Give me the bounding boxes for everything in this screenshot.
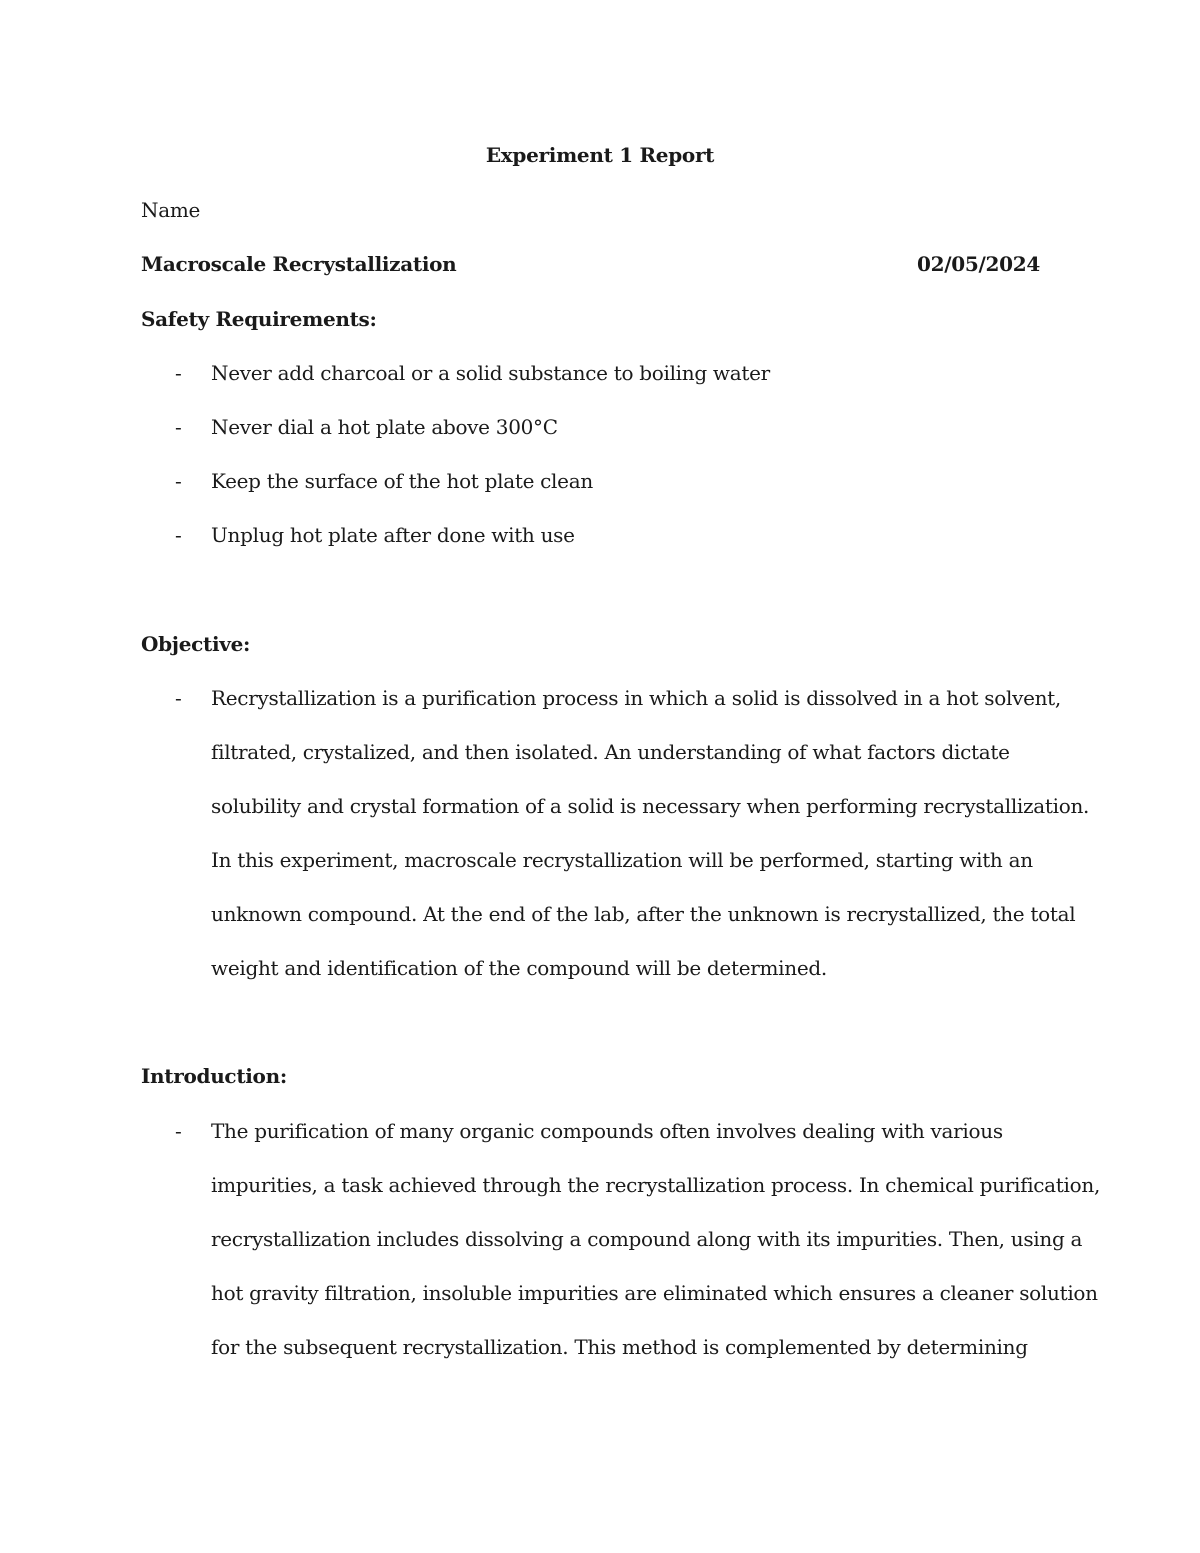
safety-item: Never add charcoal or a solid substance to boiling water [211, 361, 770, 385]
bullet-dash: - [175, 686, 182, 710]
objective-heading: Objective: [141, 632, 251, 656]
objective-line: In this experiment, macroscale recrystallization will be performed, starting with an [211, 848, 1033, 872]
introduction-heading: Introduction: [141, 1064, 287, 1088]
safety-heading: Safety Requirements: [141, 307, 377, 331]
objective-line: Recrystallization is a purification process in which a solid is dissolved in a hot solvent, [211, 686, 1061, 710]
bullet-dash: - [175, 415, 182, 439]
objective-line: unknown compound. At the end of the lab, after the unknown is recrystallized, the total [211, 902, 1076, 926]
document-title: Experiment 1 Report [485, 143, 715, 167]
introduction-line: hot gravity filtration, insoluble impurities are eliminated which ensures a cleaner solution [211, 1281, 1098, 1305]
experiment-title: Macroscale Recrystallization [141, 252, 457, 276]
introduction-line: for the subsequent recrystallization. This method is complemented by determining [211, 1335, 1028, 1359]
report-date: 02/05/2024 [917, 252, 1040, 276]
objective-line: solubility and crystal formation of a solid is necessary when performing recrystallization. [211, 794, 1090, 818]
bullet-dash: - [175, 469, 182, 493]
introduction-line: recrystallization includes dissolving a compound along with its impurities. Then, using a [211, 1227, 1083, 1251]
introduction-line: The purification of many organic compounds often involves dealing with various [211, 1119, 1003, 1143]
bullet-dash: - [175, 523, 182, 547]
safety-item: Keep the surface of the hot plate clean [211, 469, 593, 493]
name-label: Name [141, 198, 201, 222]
safety-item: Never dial a hot plate above 300°C [211, 415, 558, 439]
bullet-dash: - [175, 1119, 182, 1143]
bullet-dash: - [175, 361, 182, 385]
objective-line: filtrated, crystalized, and then isolated. An understanding of what factors dictate [211, 740, 1010, 764]
safety-item: Unplug hot plate after done with use [211, 523, 575, 547]
objective-line: weight and identification of the compound will be determined. [211, 956, 827, 980]
introduction-line: impurities, a task achieved through the recrystallization process. In chemical purification, [211, 1173, 1101, 1197]
